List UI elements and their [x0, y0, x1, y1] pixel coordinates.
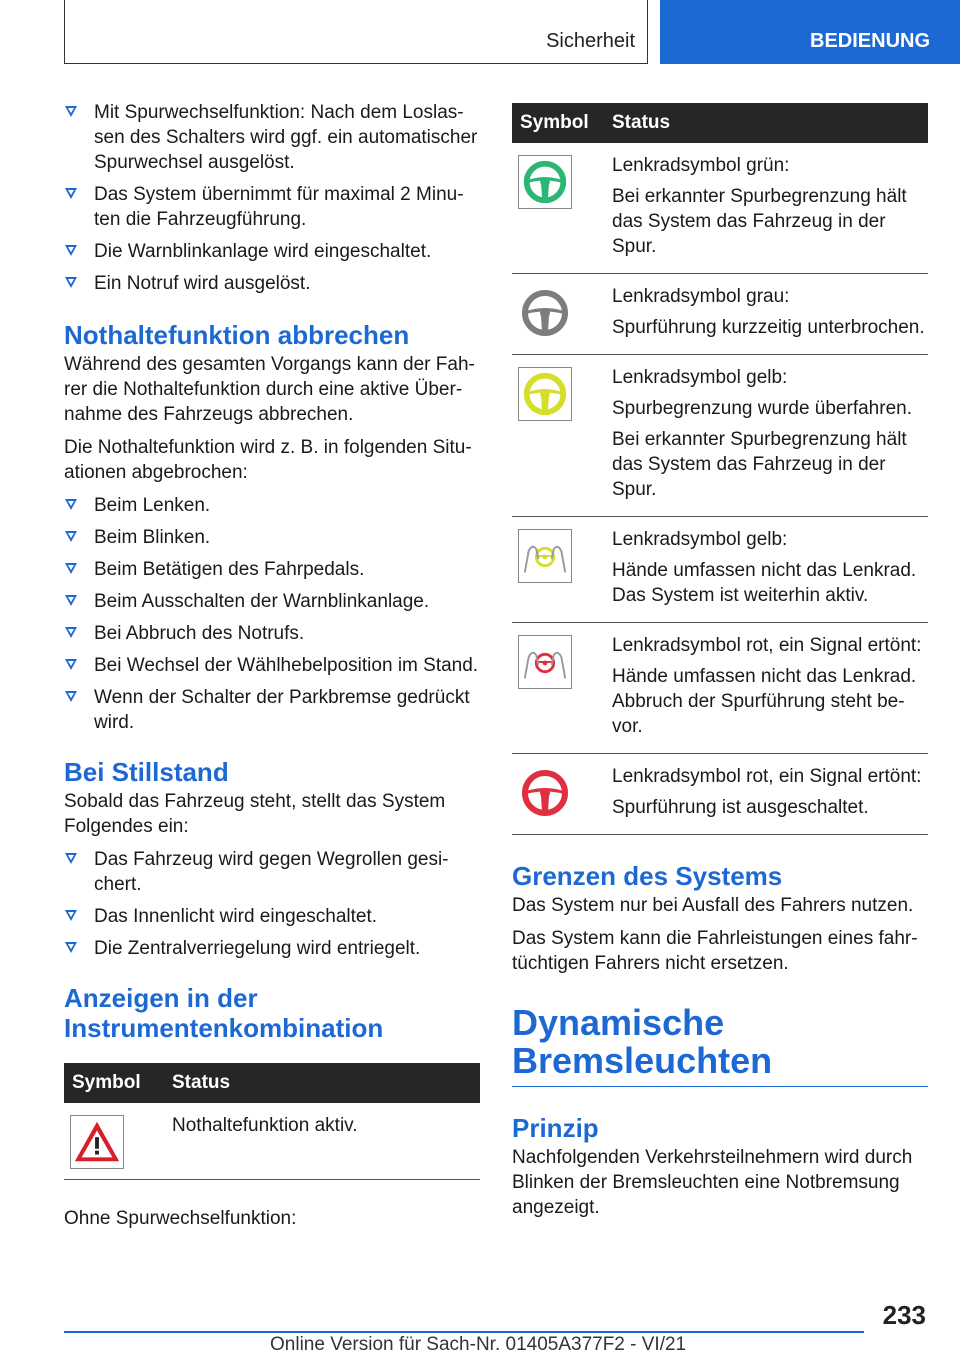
table-row	[512, 517, 928, 623]
hands-on-wheel-red-icon	[518, 635, 572, 689]
paragraph-grenzen-2: Das System kann die Fahrleistungen eines fahrtüchtigen Fahrers nicht ersetzen.	[512, 928, 918, 974]
chapter-title-line-1: Dynamische	[512, 1002, 725, 1043]
symbol-status-table-lenkrad	[512, 103, 928, 835]
list-item: Beim Lenken.	[64, 493, 480, 518]
bullet-triangle-icon	[65, 659, 77, 670]
paragraph-ohne-spurwechsel: Ohne Spurwechselfunktion:	[64, 1208, 297, 1229]
left-column	[64, 100, 480, 1231]
table-cell-status: Lenkradsymbol grau: Spurführung kurzzeitig unterbrochen.	[604, 274, 928, 355]
bullet-triangle-icon	[65, 531, 77, 542]
header-chapter-tab[interactable]	[660, 0, 960, 64]
footer-divider	[64, 1331, 864, 1333]
hands-on-wheel-yellow-icon	[518, 529, 572, 583]
list-item: Beim Blinken.	[64, 525, 480, 550]
list-item: Beim Ausschalten der Warnblinkanlage.	[64, 589, 480, 614]
paragraph-abbrechen-situations: Die Nothaltefunktion wird z. B. in folgenden Situationen abgebrochen:	[64, 437, 472, 483]
symbol-status-table-nothalte	[64, 1063, 480, 1180]
header-chapter-label: BEDIENUNG	[810, 30, 931, 52]
steering-wheel-yellow-icon	[518, 367, 572, 421]
table-cell-symbol	[512, 274, 604, 355]
table-row	[512, 143, 928, 274]
table-cell-status: Lenkradsymbol rot, ein Signal ertönt: Spurführung ist ausgeschaltet.	[604, 754, 928, 835]
bullet-triangle-icon	[65, 563, 77, 574]
bullet-triangle-icon	[65, 691, 77, 702]
table-row	[512, 623, 928, 754]
table-cell-symbol	[64, 1103, 164, 1180]
column-header-symbol: Symbol	[512, 103, 604, 143]
list-item: Das Innenlicht wird eingeschaltet.	[64, 904, 480, 929]
paragraph-prinzip: Nachfolgenden Verkehrsteilnehmern wird durch Blinken der Bremsleuchten eine Notbremsung angezeigt.	[512, 1147, 913, 1218]
column-header-status: Status	[164, 1063, 480, 1103]
table-cell-status: Lenkradsymbol rot, ein Signal ertönt: Hände umfassen nicht das Lenkrad. Abbruch der Spurführung steht bevor.	[604, 623, 928, 754]
list-item: Das System übernimmt für maximal 2 Minuten die Fahrzeugführung.	[64, 182, 480, 232]
bullet-triangle-icon	[65, 106, 77, 117]
paragraph-stillstand: Sobald das Fahrzeug steht, stellt das System Folgendes ein:	[64, 791, 446, 837]
bullet-triangle-icon	[65, 245, 77, 256]
table-cell-status: Nothaltefunktion aktiv.	[164, 1103, 480, 1180]
list-item: Mit Spurwechselfunktion: Nach dem Loslassen des Schalters wird ggf. ein automatischer Spurwechsel ausgelöst.	[64, 100, 480, 175]
column-header-symbol: Symbol	[64, 1063, 164, 1103]
list-item: Beim Betätigen des Fahrpedals.	[64, 557, 480, 582]
bullet-triangle-icon	[65, 595, 77, 606]
table-cell-symbol	[512, 517, 604, 623]
bullet-triangle-icon	[65, 499, 77, 510]
page-number: 233	[882, 1300, 926, 1330]
heading-grenzen-des-systems: Grenzen des Systems	[512, 861, 783, 891]
table-header-row	[64, 1063, 480, 1103]
table-row	[512, 355, 928, 517]
header-section-title: Sicherheit	[546, 30, 635, 52]
chapter-title-line-2: Bremsleuchten	[512, 1040, 773, 1081]
table-row	[64, 1103, 480, 1180]
list-item: Wenn der Schalter der Parkbremse gedrückt wird.	[64, 685, 480, 735]
table-cell-status: Lenkradsymbol gelb: Spurbegrenzung wurde überfahren. Bei erkannter Spurbegrenzung hält das System das Fahrzeug in der Spur.	[604, 355, 928, 517]
table-cell-symbol	[512, 623, 604, 754]
bullet-list-emergency-actions	[64, 100, 480, 296]
bullet-triangle-icon	[65, 853, 77, 864]
bullet-triangle-icon	[65, 942, 77, 953]
footer-version-text: Online Version für Sach-Nr. 01405A377F2 - VI/21	[270, 1334, 687, 1355]
table-cell-status: Lenkradsymbol gelb: Hände umfassen nicht das Lenkrad. Das System ist weiterhin aktiv.	[604, 517, 928, 623]
right-column	[512, 103, 928, 1220]
chapter-heading-block	[512, 1004, 928, 1087]
table-cell-symbol	[512, 143, 604, 274]
heading-prinzip: Prinzip	[512, 1113, 599, 1143]
bullet-triangle-icon	[65, 910, 77, 921]
list-item: Bei Abbruch des Notrufs.	[64, 621, 480, 646]
bullet-list-abbruch-situations	[64, 493, 480, 735]
bullet-list-stillstand	[64, 847, 480, 961]
heading-bei-stillstand: Bei Stillstand	[64, 757, 229, 787]
bullet-triangle-icon	[65, 188, 77, 199]
heading-anzeigen-instrumentenkombination: Anzeigen in der Instrumentenkombination	[64, 983, 384, 1043]
list-item: Ein Notruf wird ausgelöst.	[64, 271, 480, 296]
bullet-triangle-icon	[65, 627, 77, 638]
table-cell-symbol	[512, 754, 604, 835]
steering-wheel-red-icon	[518, 766, 572, 820]
header-section-box	[64, 0, 648, 64]
warning-triangle-icon	[70, 1115, 124, 1169]
bullet-triangle-icon	[65, 277, 77, 288]
list-item: Die Warnblinkanlage wird eingeschaltet.	[64, 239, 480, 264]
steering-wheel-green-icon	[518, 155, 572, 209]
table-cell-status: Lenkradsymbol grün: Bei erkannter Spurbegrenzung hält das System das Fahrzeug in der Spur.	[604, 143, 928, 274]
table-row	[512, 274, 928, 355]
table-row	[512, 754, 928, 835]
column-header-status: Status	[604, 103, 928, 143]
list-item: Das Fahrzeug wird gegen Wegrollen gesichert.	[64, 847, 480, 897]
list-item: Bei Wechsel der Wählhebelposition im Stand.	[64, 653, 480, 678]
paragraph-abbrechen-intro: Während des gesamten Vorgangs kann der Fahrer die Nothaltefunktion durch eine aktive Übernahme des Fahrzeugs abbrechen.	[64, 354, 475, 425]
heading-nothaltefunktion-abbrechen: Nothaltefunktion abbrechen	[64, 320, 410, 350]
table-cell-symbol	[512, 355, 604, 517]
list-item: Die Zentralverriegelung wird entriegelt.	[64, 936, 480, 961]
steering-wheel-gray-icon	[518, 286, 572, 340]
paragraph-grenzen-1: Das System nur bei Ausfall des Fahrers nutzen.	[512, 895, 914, 916]
table-header-row	[512, 103, 928, 143]
